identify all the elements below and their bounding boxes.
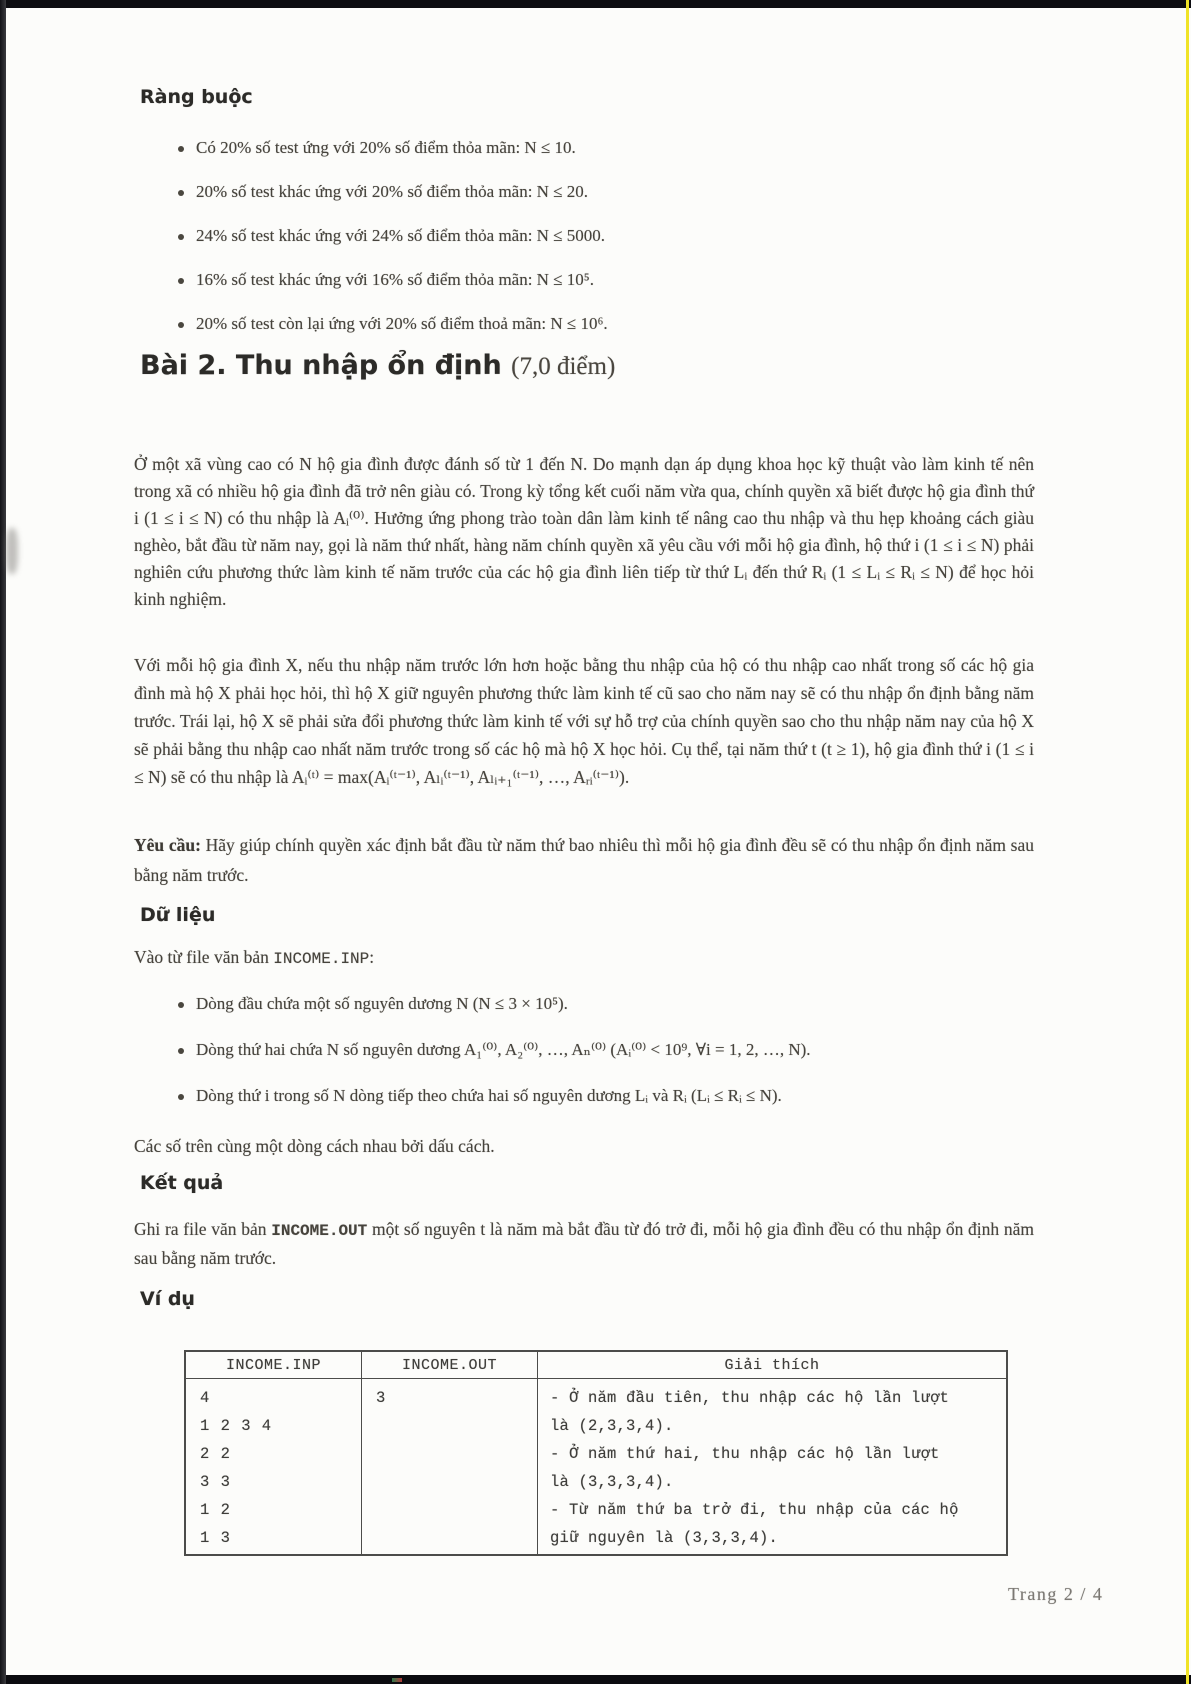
example-output-line: 3	[376, 1389, 387, 1407]
input-spec-list	[172, 990, 1034, 1110]
example-table-body	[186, 1379, 1006, 1556]
example-input-line: 1 2 3 4	[200, 1417, 273, 1435]
example-explanation-line: giữ nguyên là (3,3,3,4).	[550, 1529, 779, 1547]
problem-points: (7,0 điểm)	[511, 353, 616, 380]
example-header-input: INCOME.INP	[186, 1352, 362, 1378]
input-spec-item: Dòng đầu chứa một số nguyên dương N (N ≤ 3 × 10⁵).	[172, 990, 1034, 1018]
constraints-heading: Ràng buộc	[140, 86, 253, 108]
statement-paragraph-2: Với mỗi hộ gia đình X, nếu thu nhập năm trước lớn hơn hoặc bằng thu nhập của hộ có thu nhập cao nhất trong số các hộ gia đình mà hộ X phải học hỏi, thì hộ X giữ nguyên phương thức làm kinh tế cũ sao cho năm nay sẽ có thu nhập ổn định bằng năm trước. Trái lại, hộ X sẽ phải sửa đổi phương thức làm kinh tế với sự hỗ trợ của chính quyền sao cho thu nhập năm nay của hộ X sẽ phải bằng thu nhập cao nhất năm trước trong số các hộ mà hộ X học hỏi. Cụ thể, tại năm thứ t (t ≥ 1), hộ gia đình thứ i (1 ≤ i ≤ N) sẽ có thu nhập là Aᵢ⁽ᵗ⁾ = max(Aᵢ⁽ᵗ⁻¹⁾, Aₗᵢ⁽ᵗ⁻¹⁾, Aₗᵢ₊₁⁽ᵗ⁻¹⁾, …, Aᵣᵢ⁽ᵗ⁻¹⁾).	[134, 655, 1034, 787]
constraint-item: 20% số test khác ứng với 20% số điểm thỏa mãn: N ≤ 20.	[172, 178, 1012, 206]
output-text-suffix: một số nguyên t là năm mà bắt đầu từ đó trở đi, mỗi hộ gia đình đều có thu nhập ổn định năm sau bằng năm trước.	[134, 1219, 1034, 1268]
requirement-label: Yêu cầu:	[134, 835, 201, 855]
example-input-line: 2 2	[200, 1445, 231, 1463]
example-input-line: 1 3	[200, 1529, 231, 1547]
input-spec-item: Dòng thứ hai chứa N số nguyên dương A₁⁽⁰⁾, A₂⁽⁰⁾, …, Aₙ⁽⁰⁾ (Aᵢ⁽⁰⁾ < 10⁹, ∀i = 1, 2, …, N).	[172, 1036, 1034, 1064]
scan-edge-bottom	[0, 1675, 1191, 1684]
scan-smudge	[6, 528, 18, 574]
input-section-heading: Dữ liệu	[140, 904, 216, 926]
scan-edge-right-yellow	[1186, 0, 1189, 1684]
constraint-item: Có 20% số test ứng với 20% số điểm thỏa mãn: N ≤ 10.	[172, 134, 1012, 162]
example-input-cell	[186, 1379, 362, 1556]
input-intro	[134, 944, 1034, 973]
example-explanation-line: là (2,3,3,4).	[550, 1417, 674, 1435]
page-number: Trang 2 / 4	[1008, 1584, 1104, 1604]
example-table-header	[186, 1352, 1006, 1379]
problem-title	[140, 350, 615, 381]
scan-edge-top	[0, 0, 1191, 8]
example-heading: Ví dụ	[140, 1288, 195, 1310]
constraint-item: 16% số test khác ứng với 16% số điểm thỏa mãn: N ≤ 10⁵.	[172, 266, 1012, 294]
statement-paragraph-1: Ở một xã vùng cao có N hộ gia đình được đánh số từ 1 đến N. Do mạnh dạn áp dụng khoa học kỹ thuật vào làm kinh tế nên trong xã có nhiều hộ gia đình đã trở nên giàu có. Trong kỳ tổng kết cuối năm vừa qua, chính quyền xã biết được hộ gia đình thứ i (1 ≤ i ≤ N) có thu nhập là Aᵢ⁽⁰⁾. Hưởng ứng phong trào toàn dân làm kinh tế nâng cao thu nhập và thu hẹp khoảng cách giàu nghèo, bắt đầu từ năm nay, gọi là năm thứ nhất, hàng năm chính quyền xã yêu cầu với mỗi hộ gia đình, hộ thứ i (1 ≤ i ≤ N) phải nghiên cứu phương thức làm kinh tế năm trước của các hộ gia đình liên tiếp từ thứ Lᵢ đến thứ Rᵢ (1 ≤ Lᵢ ≤ Rᵢ ≤ N) để học hỏi kinh nghiệm.	[134, 454, 1034, 609]
example-explanation-line: - Từ năm thứ ba trở đi, thu nhập của các hộ	[550, 1501, 959, 1519]
input-spec-item: Dòng thứ i trong số N dòng tiếp theo chứa hai số nguyên dương Lᵢ và Rᵢ (Lᵢ ≤ Rᵢ ≤ N).	[172, 1082, 1034, 1110]
requirement-paragraph	[134, 830, 1034, 890]
scan-edge-left	[0, 0, 6, 1684]
example-explanation-line: là (3,3,3,4).	[550, 1473, 674, 1491]
constraints-list	[172, 134, 1012, 338]
example-header-output: INCOME.OUT	[362, 1352, 538, 1378]
example-explanation-cell	[538, 1379, 1006, 1556]
output-section-heading: Kết quả	[140, 1172, 224, 1194]
example-input-line: 3 3	[200, 1473, 231, 1491]
output-text-prefix: Ghi ra file văn bản	[134, 1219, 272, 1239]
example-output-cell	[362, 1379, 538, 1556]
problem-title-text: Bài 2. Thu nhập ổn định	[140, 350, 502, 381]
example-explanation-line: - Ở năm thứ hai, thu nhập các hộ lần lượt	[550, 1445, 940, 1463]
output-paragraph	[134, 1216, 1034, 1272]
output-filename: INCOME.OUT	[271, 1222, 368, 1240]
input-note: Các số trên cùng một dòng cách nhau bởi dấu cách.	[134, 1136, 495, 1156]
example-explanation-line: - Ở năm đầu tiên, thu nhập các hộ lần lượt	[550, 1389, 950, 1407]
requirement-text: Hãy giúp chính quyền xác định bắt đầu từ năm thứ bao nhiêu thì mỗi hộ gia đình đều sẽ có thu nhập ổn định năm sau bằng năm trước.	[134, 835, 1034, 885]
input-intro-suffix: :	[369, 947, 375, 967]
example-header-explanation: Giải thích	[724, 1356, 820, 1374]
scan-speck	[392, 1678, 402, 1682]
example-input-line: 4	[200, 1389, 211, 1407]
example-input-line: 1 2	[200, 1501, 231, 1519]
constraint-item: 24% số test khác ứng với 24% số điểm thỏa mãn: N ≤ 5000.	[172, 222, 1012, 250]
input-filename: INCOME.INP	[273, 950, 370, 968]
constraint-item: 20% số test còn lại ứng với 20% số điểm thoả mãn: N ≤ 10⁶.	[172, 310, 1012, 338]
input-intro-prefix: Vào từ file văn bản	[134, 947, 274, 967]
example-table	[184, 1350, 1008, 1556]
